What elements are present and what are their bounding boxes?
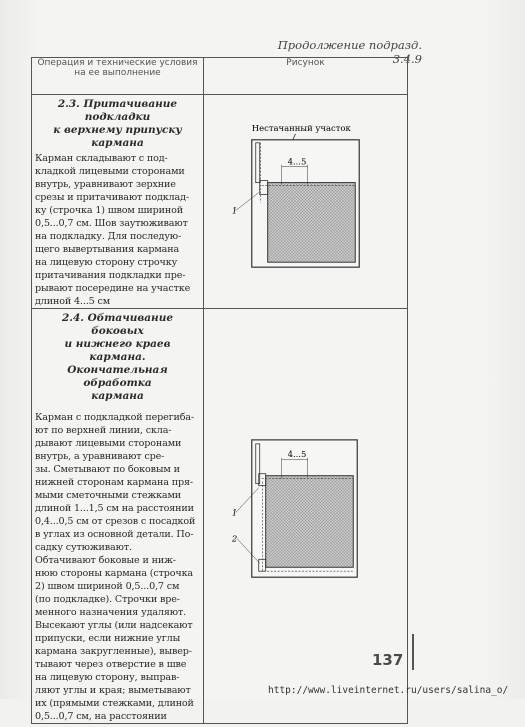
text-line: садку сутюживают. [35,542,132,553]
text-line: притачивания подкладки пре- [35,270,186,281]
section2-body [32,405,203,723]
text-line: щего вывертывания кармана [35,244,180,255]
text-line: тывают через отверстие в шве [35,659,187,670]
text-line: 0,5...0,7 см, на расстоянии [35,711,167,722]
footer-url: http://www.liveinternet.ru/users/salina_o/ [268,685,509,696]
text-line: рывают посередине на участке [35,283,191,294]
section2-title-line: и нижнего краев кармана. [64,338,171,363]
text-line: ляют углы и края; выметывают [35,685,191,696]
text-line: срезы и притачивают подклад- [35,192,189,203]
section1-text-cell [32,95,204,309]
section2-title-line: Окончательная обработка [67,364,168,389]
section1-title [32,95,203,152]
text-line: (по подкладке). Строчки вре- [35,594,180,605]
text-line: их (прямыми стежками, длиной [35,698,194,709]
text-line: 2) швом шириной 0,5...0,7 см [35,581,180,592]
text-line: нижней сторонам кармана пря- [35,477,193,488]
section2-title-line: кармана [91,390,144,402]
text-line: на лицевую сторону строчку [35,257,178,268]
text-line: зы. Сметывают по боковым и [35,464,180,475]
section1-title-line: 2.3. Притачивание подкладки [57,98,178,123]
text-line: кладкой лицевыми сторонами [35,166,185,177]
text-line: внутрь, уравнивают зерхние [35,179,176,190]
text-line: Карман складывают с под- [35,153,168,164]
section2-text-cell [32,309,204,724]
text-line: дывают лицевыми сторонами [35,438,182,449]
running-head: Продолжение подразд. 3.4.9 [277,38,422,66]
dim-label: 4...5 [287,156,307,167]
text-line: внутрь, а уравнивают сре- [35,451,165,462]
section2-title [32,309,203,405]
marker-2: 2 [231,533,238,544]
col2-header: Рисунок [204,58,408,95]
dim-label: 4...5 [287,448,307,459]
unstitched-area-label: Нестачанный участок [251,122,351,133]
text-line: Обтачивают боковые и ниж- [35,555,176,566]
text-line: менного назначения удаляют. [35,607,187,618]
section2-title-line: 2.4. Обтачивание боковых [61,312,174,337]
text-line: 0,5...0,7 см. Шов заутюживают [35,218,188,229]
text-line: длиной 4...5 см [35,296,111,307]
text-line: длиной 1...1,5 см на расстоянии [35,503,194,514]
section1-figure [204,95,407,308]
operations-table [31,57,408,724]
text-line: ку (строчка 1) швом шириной [35,205,184,216]
marker-1: 1 [231,507,238,518]
text-line: Карман с подкладкой перегиба- [35,412,195,423]
marker-1: 1 [231,205,238,216]
text-line: на подкладку. Для последую- [35,231,182,242]
text-line: ют по верхней линии, скла- [35,425,172,436]
text-line: мыми сметочными стежками [35,490,182,501]
section1-title-line: к верхнему припуску кармана [53,124,182,149]
page-number-rule [412,634,414,670]
text-line: припуски, если нижние углы [35,633,181,644]
section1-body [32,152,203,308]
text-line: кармана закругленные), вывер- [35,646,192,657]
section1-figure-cell [204,95,408,309]
lining-hatched [266,476,354,568]
text-line: Высекают углы (или надсекают [35,620,193,631]
text-line: нюю стороны кармана (строчка [35,568,194,579]
lining-hatched [268,183,356,263]
text-line: на лицевую сторону, выправ- [35,672,180,683]
text-line: в углах из основной детали. По- [35,529,194,540]
col1-header: Операция и технические условия на ее выполнение [32,58,204,95]
text-line: 0,4...0,5 см от срезов с посадкой [35,516,196,527]
page-number: 137 [372,651,404,669]
